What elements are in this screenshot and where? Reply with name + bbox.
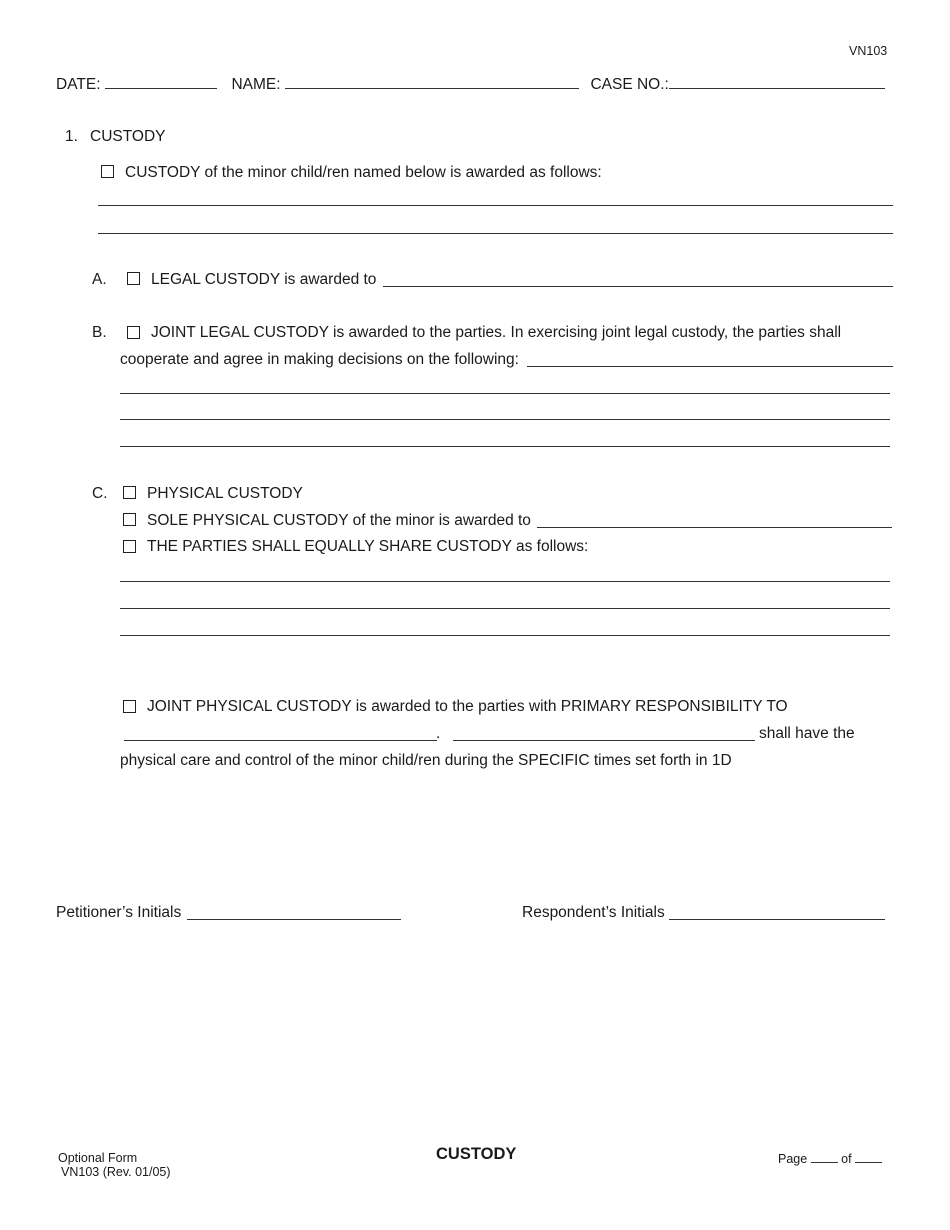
legal-custody-checkbox[interactable]	[127, 272, 140, 285]
petitioner-initials-field[interactable]	[187, 919, 401, 920]
petitioner-initials-label: Petitioner’s Initials	[56, 904, 182, 921]
footer-title: CUSTODY	[436, 1145, 517, 1163]
header-row	[56, 74, 885, 94]
section-number: 1.	[65, 128, 78, 145]
legal-custody-text: LEGAL CUSTODY is awarded to	[151, 271, 377, 288]
date-label: DATE:	[56, 76, 101, 93]
joint-physical-text-line1: JOINT PHYSICAL CUSTODY is awarded to the parties with PRIMARY RESPONSIBILITY TO	[147, 698, 788, 715]
item-b-letter: B.	[92, 324, 107, 341]
page-number-field[interactable]	[811, 1151, 838, 1163]
date-field[interactable]	[105, 74, 217, 89]
page-total-field[interactable]	[855, 1151, 882, 1163]
sole-physical-custody-checkbox[interactable]	[123, 513, 136, 526]
item-a-letter: A.	[92, 271, 107, 288]
joint-legal-text-line2: cooperate and agree in making decisions on the following:	[120, 351, 519, 368]
equal-share-line-1[interactable]	[120, 581, 890, 582]
case-label: CASE NO.:	[590, 76, 669, 93]
footer-optional-form: Optional Form	[58, 1151, 138, 1165]
section-title: CUSTODY	[90, 128, 166, 145]
equal-share-line-3[interactable]	[120, 635, 890, 636]
equal-share-text: THE PARTIES SHALL EQUALLY SHARE CUSTODY as follows:	[147, 538, 589, 555]
sole-physical-custody-field[interactable]	[537, 527, 892, 528]
primary-responsibility-field[interactable]	[124, 740, 437, 741]
case-number-field[interactable]	[669, 74, 885, 89]
of-label: of	[841, 1152, 852, 1166]
equal-share-line-2[interactable]	[120, 608, 890, 609]
joint-legal-text-line1: JOINT LEGAL CUSTODY is awarded to the parties. In exercising joint legal custody, the parties shall	[151, 324, 842, 341]
respondent-initials-label: Respondent’s Initials	[522, 904, 665, 921]
equal-share-checkbox[interactable]	[123, 540, 136, 553]
page-label: Page	[778, 1152, 808, 1166]
joint-physical-parent-field[interactable]	[453, 740, 755, 741]
custody-checkbox[interactable]	[101, 165, 114, 178]
physical-custody-checkbox[interactable]	[123, 486, 136, 499]
footer-page-number	[778, 1151, 882, 1166]
name-label: NAME:	[231, 76, 281, 93]
custody-intro-text: CUSTODY of the minor child/ren named below is awarded as follows:	[125, 164, 602, 181]
legal-custody-field[interactable]	[383, 286, 893, 287]
footer-form-rev: VN103 (Rev. 01/05)	[61, 1165, 171, 1179]
sole-physical-custody-text: SOLE PHYSICAL CUSTODY of the minor is awarded to	[147, 512, 531, 529]
joint-legal-line-1[interactable]	[120, 393, 890, 394]
name-field[interactable]	[285, 74, 579, 89]
joint-legal-line-3[interactable]	[120, 446, 890, 447]
joint-physical-custody-checkbox[interactable]	[123, 700, 136, 713]
physical-custody-label: PHYSICAL CUSTODY	[147, 485, 303, 502]
joint-legal-line-2[interactable]	[120, 419, 890, 420]
custody-line-1[interactable]	[98, 205, 893, 206]
joint-legal-decisions-field[interactable]	[527, 366, 893, 367]
joint-physical-text-line3: physical care and control of the minor child/ren during the SPECIFIC times set forth in 1D	[120, 752, 732, 769]
shall-have-text: shall have the	[759, 725, 855, 742]
joint-physical-period: .	[436, 725, 441, 742]
joint-legal-custody-checkbox[interactable]	[127, 326, 140, 339]
custody-line-2[interactable]	[98, 233, 893, 234]
form-code: VN103	[849, 44, 888, 58]
item-c-letter: C.	[92, 485, 108, 502]
respondent-initials-field[interactable]	[669, 919, 885, 920]
